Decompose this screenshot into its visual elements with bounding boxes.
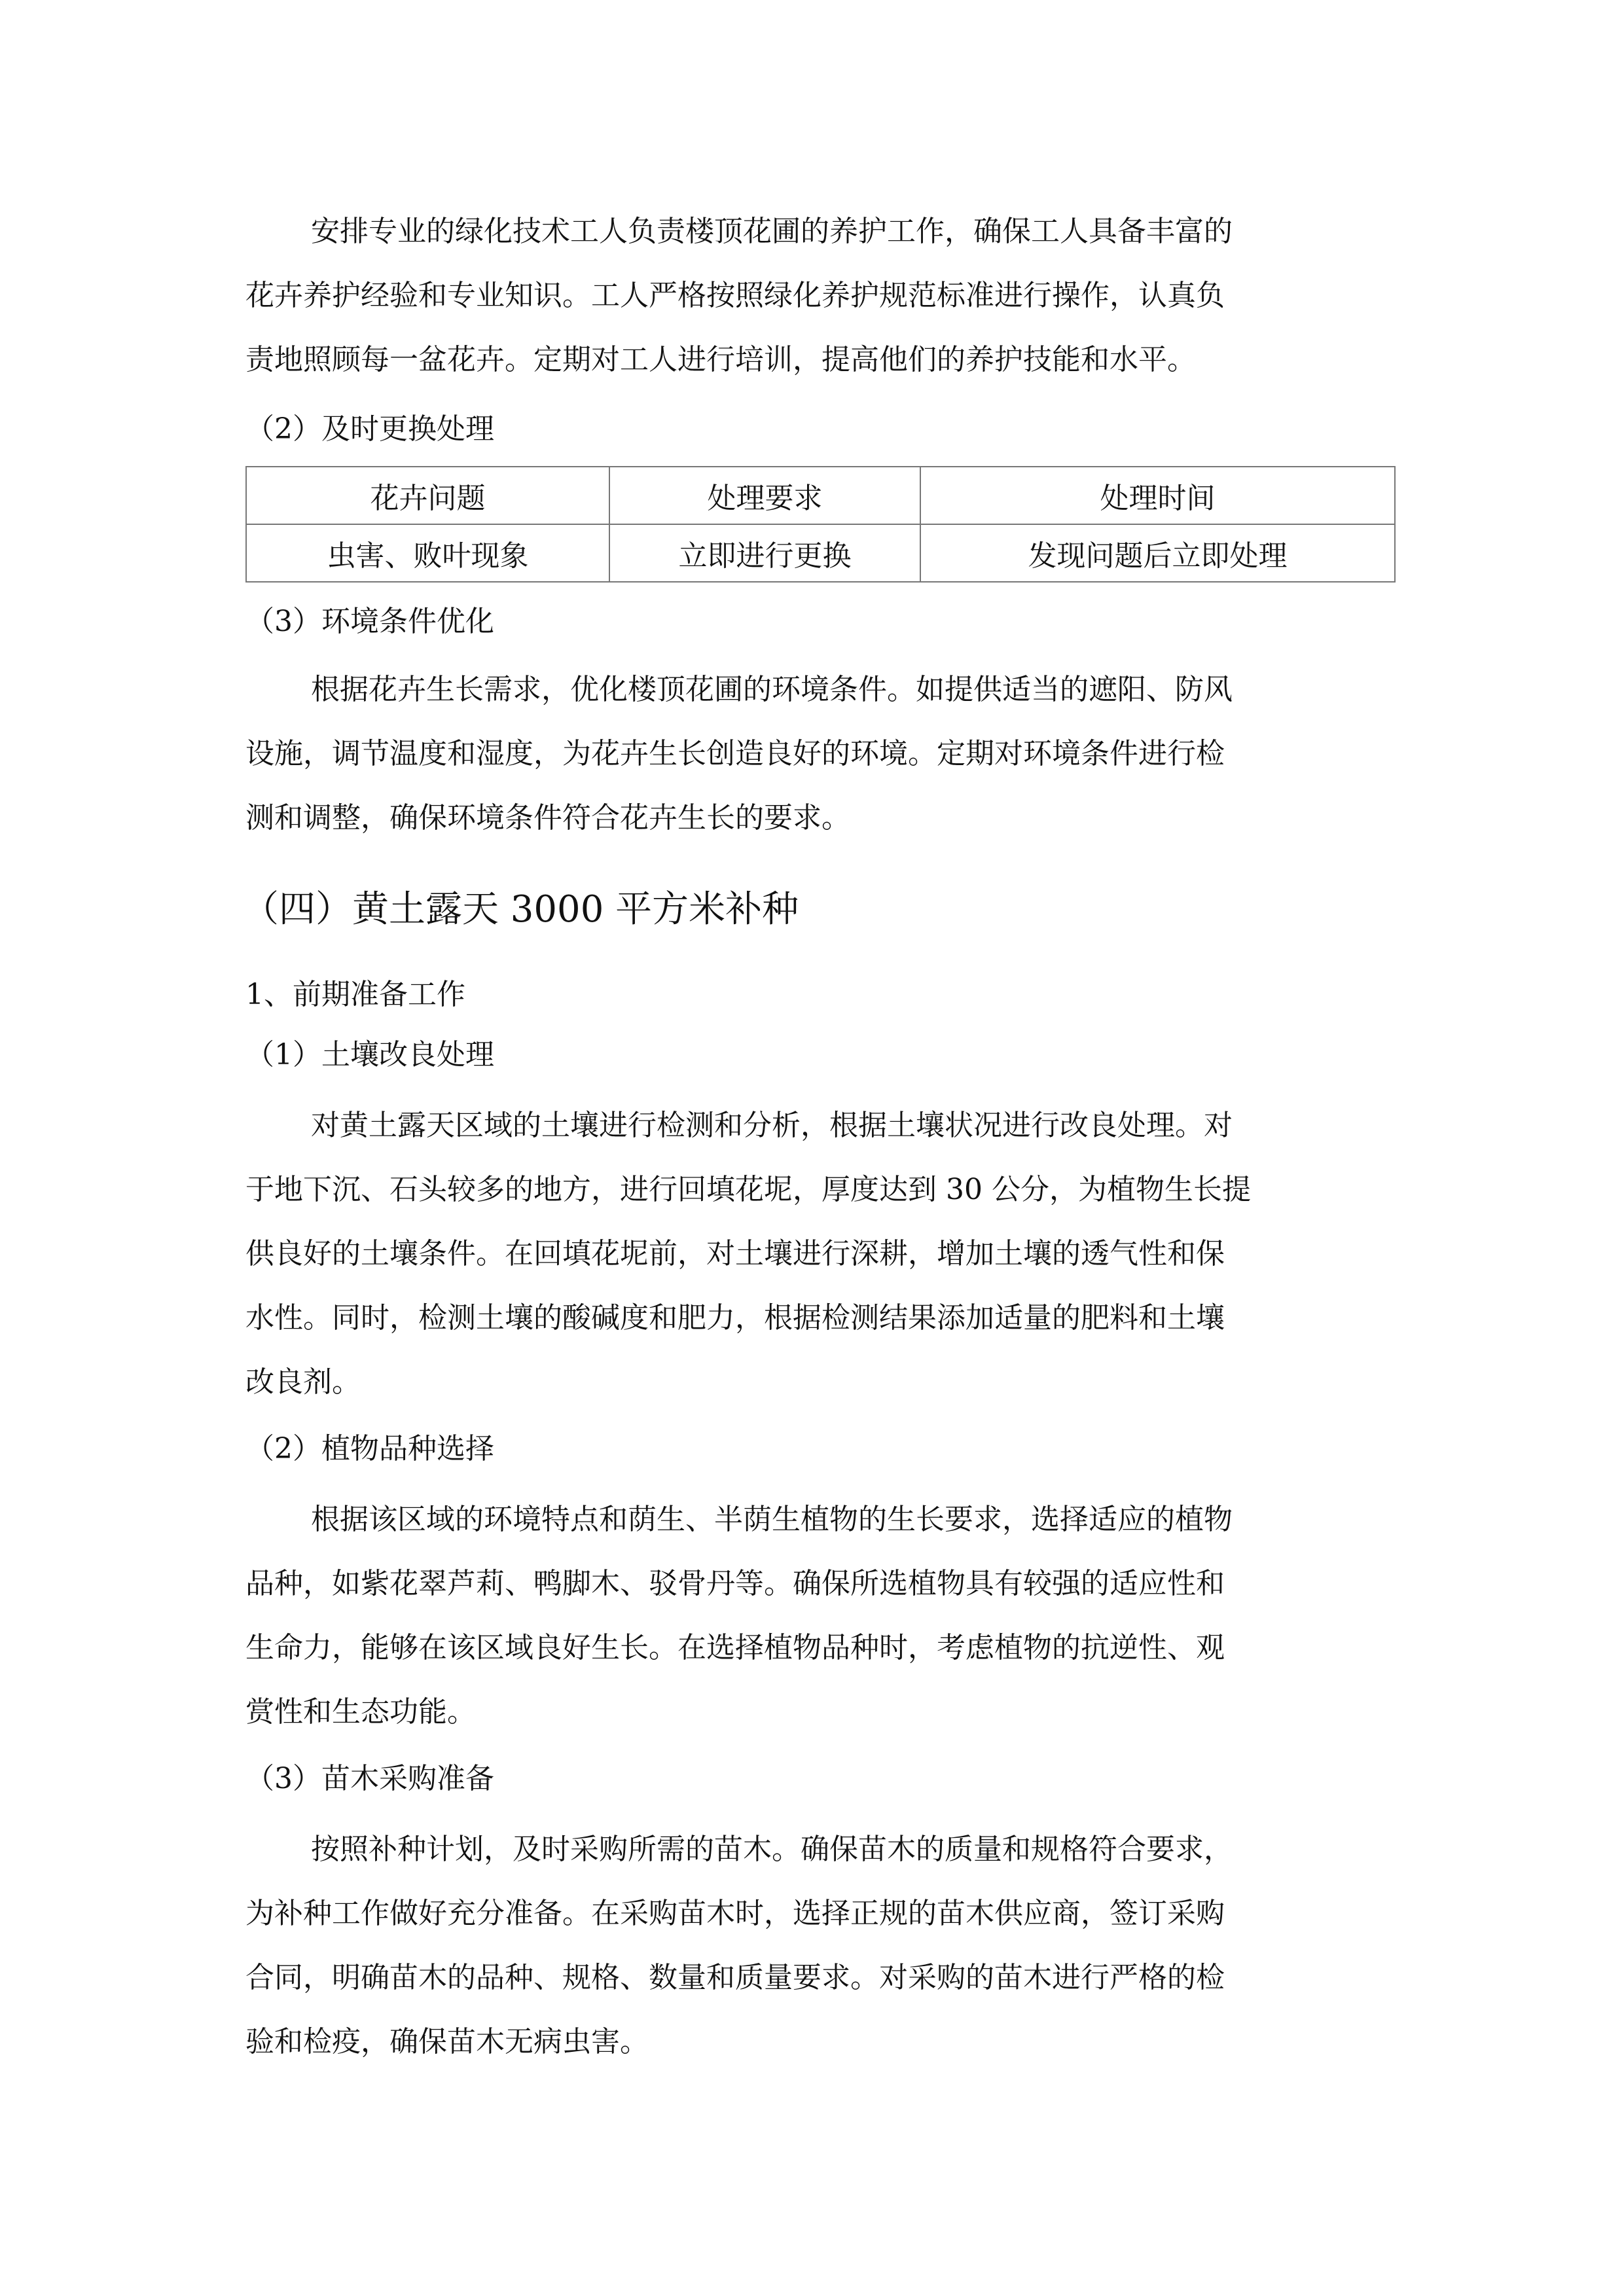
paragraph-line: 根据花卉生长需求，优化楼顶花圃的环境条件。如提供适当的遮阳、防风	[311, 673, 1233, 706]
paragraph-line: 按照补种计划，及时采购所需的苗木。确保苗木的质量和规格符合要求，	[311, 1833, 1233, 1866]
table-header-cell: 花卉问题	[246, 467, 609, 524]
paragraph-line: 生命力，能够在该区域良好生长。在选择植物品种时，考虑植物的抗逆性、观	[245, 1631, 1225, 1664]
paragraph-line: 安排专业的绿化技术工人负责楼顶花圃的养护工作，确保工人具备丰富的	[311, 215, 1233, 248]
paragraph-line: 责地照顾每一盆花卉。定期对工人进行培训，提高他们的养护技能和水平。	[245, 343, 1196, 376]
section-heading: （四）黄土露天 3000 平方米补种	[242, 888, 799, 931]
paragraph-line: 根据该区域的环境特点和荫生、半荫生植物的生长要求，选择适应的植物	[311, 1503, 1233, 1536]
table-header-row	[246, 467, 1395, 524]
paragraph-line: 改良剂。	[245, 1365, 361, 1399]
subheading: （2）植物品种选择	[245, 1432, 494, 1465]
paragraph-line: 验和检疫，确保苗木无病虫害。	[245, 2025, 649, 2058]
paragraph-line: 合同，明确苗木的品种、规格、数量和质量要求。对采购的苗木进行严格的检	[245, 1961, 1225, 1994]
table-cell: 虫害、败叶现象	[246, 524, 609, 582]
paragraph-line: 为补种工作做好充分准备。在采购苗木时，选择正规的苗木供应商，签订采购	[245, 1897, 1225, 1930]
table-header-cell: 处理要求	[609, 467, 920, 524]
paragraph-line: 品种，如紫花翠芦莉、鸭脚木、驳骨丹等。确保所选植物具有较强的适应性和	[245, 1567, 1225, 1600]
subheading: （1）土壤改良处理	[245, 1038, 494, 1071]
numbered-item: 1、前期准备工作	[245, 978, 465, 1011]
table-cell: 立即进行更换	[609, 524, 920, 582]
paragraph-line: 设施，调节温度和湿度，为花卉生长创造良好的环境。定期对环境条件进行检	[245, 737, 1225, 770]
table-row	[246, 524, 1395, 582]
paragraph-line: 赏性和生态功能。	[245, 1695, 476, 1729]
table-header-cell: 处理时间	[920, 467, 1395, 524]
paragraph-line: 测和调整，确保环境条件符合花卉生长的要求。	[245, 801, 850, 834]
subheading: （2）及时更换处理	[245, 412, 494, 446]
paragraph-line: 供良好的土壤条件。在回填花坭前，对土壤进行深耕，增加土壤的透气性和保	[245, 1237, 1225, 1270]
subheading: （3）苗木采购准备	[245, 1762, 494, 1795]
paragraph-line: 花卉养护经验和专业知识。工人严格按照绿化养护规范标准进行操作，认真负	[245, 279, 1225, 312]
table-cell: 发现问题后立即处理	[920, 524, 1395, 582]
paragraph-line: 对黄土露天区域的土壤进行检测和分析，根据土壤状况进行改良处理。对	[311, 1109, 1233, 1142]
treatment-table	[245, 466, 1396, 583]
paragraph-line: 于地下沉、石头较多的地方，进行回填花坭，厚度达到 30 公分，为植物生长提	[245, 1173, 1251, 1206]
paragraph-line: 水性。同时，检测土壤的酸碱度和肥力，根据检测结果添加适量的肥料和土壤	[245, 1301, 1225, 1335]
subheading: （3）环境条件优化	[245, 605, 494, 638]
